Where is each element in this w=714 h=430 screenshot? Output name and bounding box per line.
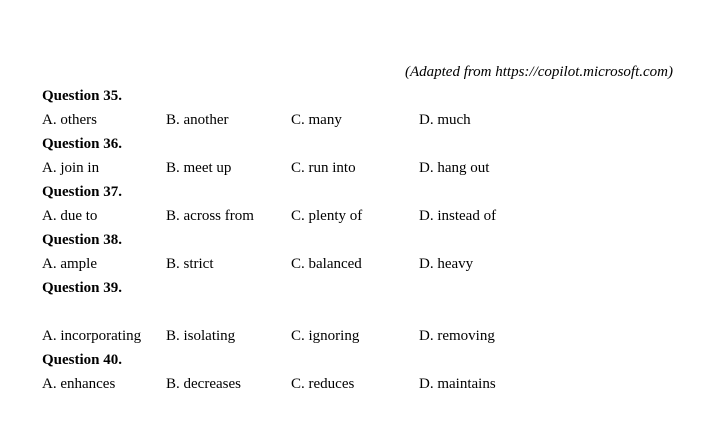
- question-39-heading: Question 39.: [42, 280, 123, 296]
- question-36-options: [0, 156, 714, 180]
- question-38-option-d: D. heavy: [419, 256, 474, 272]
- question-38-heading: Question 38.: [42, 232, 123, 248]
- question-37-option-a: A. due to: [42, 208, 98, 224]
- question-39-option-a: A. incorporating: [42, 328, 142, 344]
- question-36-option-c: C. run into: [291, 160, 356, 176]
- question-35-option-d: D. much: [419, 112, 471, 128]
- question-35-option-c: C. many: [291, 112, 342, 128]
- question-37-option-c: C. plenty of: [291, 208, 363, 224]
- question-35-option-b: B. another: [166, 112, 229, 128]
- question-37-heading: Question 37.: [42, 184, 123, 200]
- question-37-option-d: D. instead of: [419, 208, 497, 224]
- question-35-option-a: A. others: [42, 112, 97, 128]
- question-40-option-d: D. maintains: [419, 376, 496, 392]
- question-38-option-a: A. ample: [42, 256, 97, 272]
- question-37-option-b: B. across from: [166, 208, 254, 224]
- source-attribution: (Adapted from https://copilot.microsoft.com): [404, 64, 673, 80]
- question-36-option-a: A. join in: [42, 160, 100, 176]
- question-40-option-a: A. enhances: [42, 376, 116, 392]
- question-36-option-b: B. meet up: [166, 160, 232, 176]
- question-36-heading: Question 36.: [42, 136, 123, 152]
- question-38-option-b: B. strict: [166, 256, 214, 272]
- question-39-option-c: C. ignoring: [291, 328, 360, 344]
- question-40-heading: Question 40.: [42, 352, 123, 368]
- question-39-options: [0, 324, 714, 348]
- question-39-option-b: B. isolating: [166, 328, 236, 344]
- question-40-options: [0, 372, 714, 396]
- question-40-option-c: C. reduces: [291, 376, 355, 392]
- question-39-option-d: D. removing: [419, 328, 495, 344]
- question-37-options: [0, 204, 714, 228]
- question-35-heading: Question 35.: [42, 88, 123, 104]
- question-38-options: [0, 252, 714, 276]
- question-36-option-d: D. hang out: [419, 160, 490, 176]
- question-35-options: [0, 108, 714, 132]
- question-38-option-c: C. balanced: [291, 256, 362, 272]
- question-40-option-b: B. decreases: [166, 376, 241, 392]
